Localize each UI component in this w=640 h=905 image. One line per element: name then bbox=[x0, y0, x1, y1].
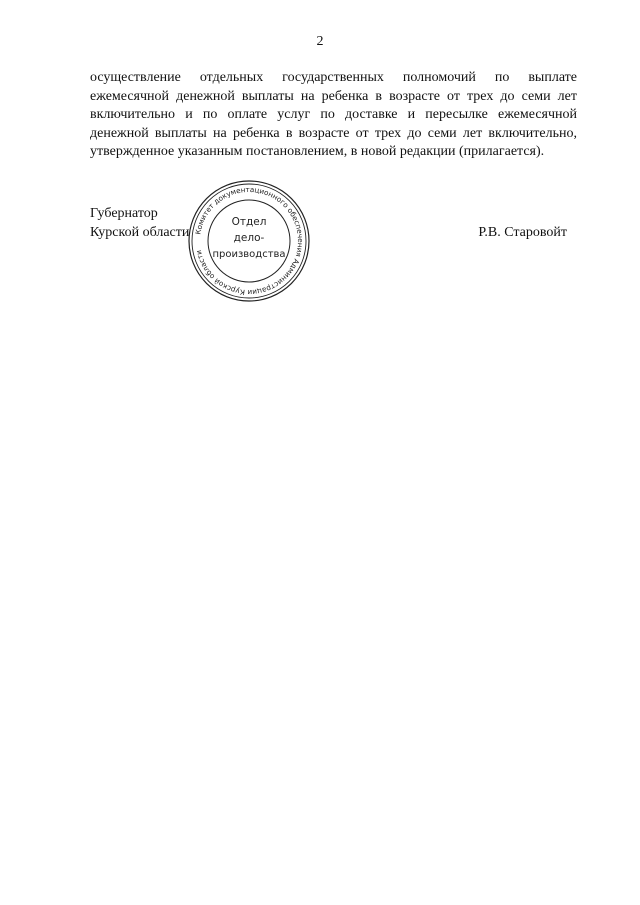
body-paragraph: осуществление отдельных государственных полномочий по выплате ежемесячной денежной выплаты на ребенка в возрасте от трех до семи лет включительно и по оплате услуг по доставке и пересылке ежемесячной денежной выплаты на ребенка в возрасте от трех до семи лет включительно, утвержденное указанным постановлением, в новой редакции (прилагается). bbox=[90, 70, 577, 159]
office-stamp bbox=[187, 179, 311, 303]
stamp-ring-text: Комитет документационного обеспечения Администрации Курской области bbox=[193, 184, 306, 298]
signatory-name: Р.В. Старовойт bbox=[478, 224, 567, 240]
signatory-position-line2: Курской области bbox=[90, 224, 190, 240]
stamp-center-line1: Отдел bbox=[231, 216, 267, 228]
signatory-position bbox=[90, 205, 189, 242]
stamp-center-line2: дело- bbox=[233, 232, 265, 244]
stamp-center-line3: производства bbox=[212, 249, 286, 260]
body-text bbox=[90, 69, 577, 162]
signatory-position-line1: Губернатор bbox=[90, 206, 158, 221]
page-number: 2 bbox=[316, 34, 324, 49]
